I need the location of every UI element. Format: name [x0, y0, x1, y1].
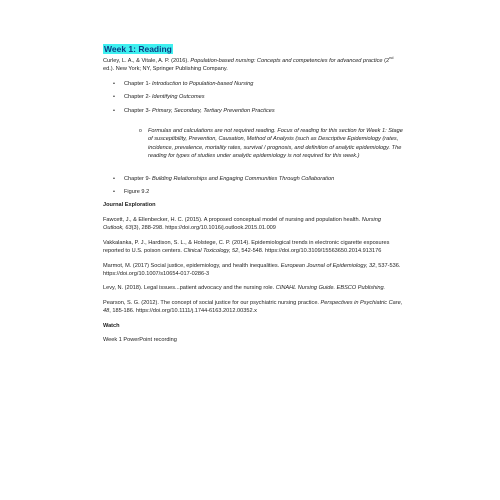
textbook-authors: Curley, L. A., & Vitale, A. P. (2016).: [103, 58, 191, 64]
textbook-reference: [103, 57, 403, 74]
chapter-prefix: Chapter 3-: [124, 107, 152, 114]
reference-pre: Pearson, S. G. (2012). The concept of social justice for our psychiatric nursing practice.: [103, 299, 321, 306]
reference-item: [103, 216, 403, 233]
reference-item: [103, 299, 403, 316]
watch-heading: Watch: [103, 322, 120, 329]
chapter-item: [103, 107, 403, 115]
chapter-prefix: Chapter 2-: [124, 94, 152, 101]
textbook-title: Population-based nursing: Concepts and competencies for advanced practice: [190, 58, 383, 64]
chapter-title: Identifying Outcomes: [151, 94, 205, 101]
reference-pre: Fawcett, J., & Ellenbecker, H. C. (2015). A proposed conceptual model of nursing and population health.: [103, 216, 362, 223]
chapter-list-2: [103, 175, 403, 197]
reference-pre: Levy, N. (2018). Legal issues...patient advocacy and the nursing role.: [103, 285, 276, 292]
reference-journal: CINAHL Nursing Guide. EBSCO Publishing.: [275, 285, 386, 292]
chapter-item: [103, 93, 403, 101]
reference-pre: Marmot, M. (2017) Social justice, epidemiology, and health inequalities.: [103, 262, 281, 269]
reference-post: , 542-548. https://doi.org/10.3109/15563650.2014.913176: [238, 248, 382, 255]
reference-journal: Clinical Toxicology, 52: [183, 248, 239, 255]
reference-item: [103, 284, 403, 292]
chapter-prefix: Chapter 1-: [124, 80, 152, 87]
watch-item: Week 1 PowerPoint recording: [103, 336, 177, 343]
reference-item: [103, 239, 403, 256]
chapter-list: [103, 80, 403, 115]
chapter-title: Introduction to Population-based Nursing: [151, 80, 254, 87]
reference-item: [103, 262, 403, 279]
chapter-item: [103, 175, 403, 183]
reference-journal: Perspectives in Psychiatric Care, 48: [103, 299, 403, 315]
reading-note: [139, 127, 403, 161]
figure-label: Figure 9.2: [124, 189, 150, 196]
chapter-item: [103, 80, 403, 88]
textbook-edition-post: ed.). New York; NY, Springer Publishing Company.: [103, 66, 228, 73]
textbook-edition-pre: (2: [382, 58, 390, 64]
week-heading: Week 1: Reading: [104, 44, 172, 54]
reference-post: , 537-536. https://doi.org/10.1007/s10654-017-0286-3: [103, 262, 401, 277]
reference-journal: Nursing Outlook, 63: [103, 216, 381, 232]
reference-post: (3), 288-298. https://doi.org/10.1016/j.outlook.2015.01.009: [131, 225, 276, 232]
chapter-prefix: Chapter 9-: [124, 175, 152, 182]
reference-journal: European Journal of Epidemiology, 32: [280, 262, 376, 269]
document-content: [103, 44, 403, 350]
journal-heading: Journal Exploration: [103, 202, 156, 209]
reading-note-text: Formulas and calculations are not required reading. Focus of reading for this section for Week 1: Stage of susceptibility, Prevention, Causation, Method of Analysis (such as Descriptive Epidemiology (rates, incidence, prevalence, mortality rates, survival / prognosis, and definition of analytic epidemiology. The reading for types of studies under analytic epidemiology is not required for this week.): [148, 128, 403, 160]
hollow-bullet-icon: o: [139, 128, 142, 135]
chapter-title: Primary, Secondary, Tertiary Prevention Practices: [151, 107, 275, 114]
reference-post: , 185-186. https://doi.org/10.1111/j.1744-6163.2012.00352.x: [109, 308, 257, 315]
reference-pre: Vakkalanka, P. J., Hardison, S. L., & Holstege, C. P. (2014). Epidemiological trends in electronic cigarette exposures reported to U.S. poison centers.: [103, 239, 390, 255]
textbook-edition-sup: nd: [389, 55, 394, 61]
chapter-title: Building Relationships and Engaging Communities Through Collaboration: [151, 175, 335, 182]
figure-item: [103, 188, 403, 196]
